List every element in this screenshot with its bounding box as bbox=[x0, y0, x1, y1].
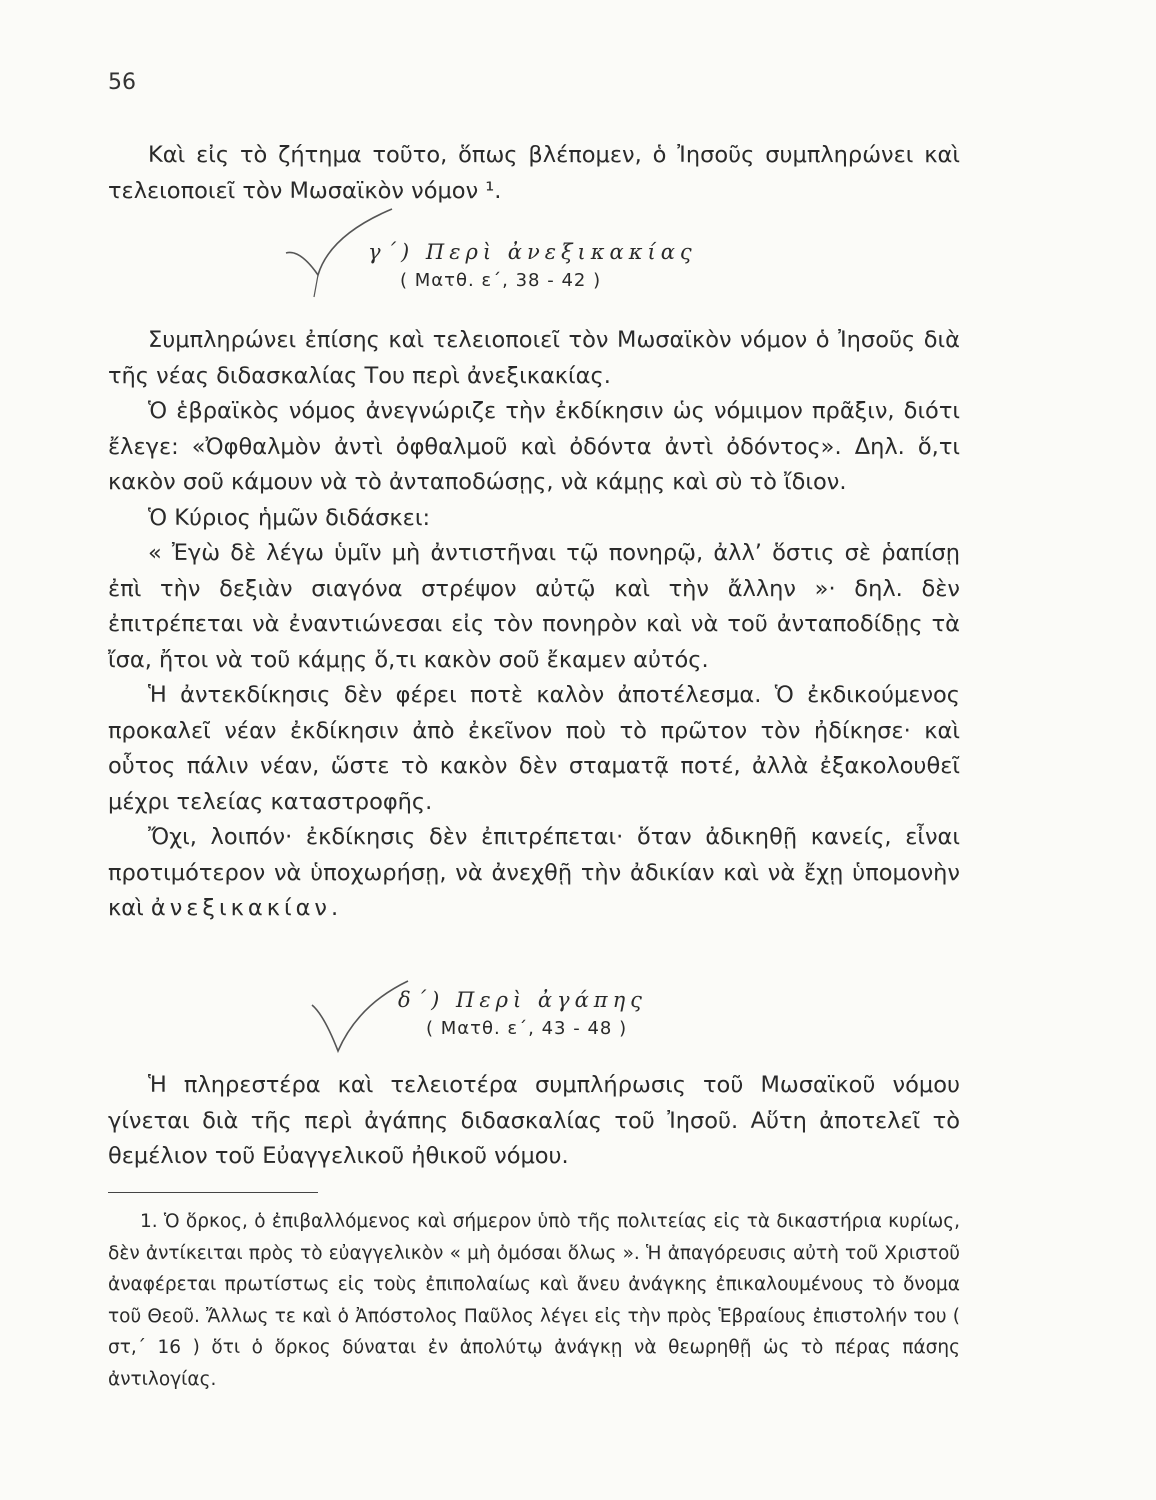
section-g-title: γ΄) Περὶ ἀνεξικακίας bbox=[368, 240, 697, 264]
section-g-reference: ( Ματθ. ε΄, 38 - 42 ) bbox=[400, 270, 602, 291]
section-g-body bbox=[108, 323, 960, 927]
paragraph: Ἡ πληρεστέρα καὶ τελειοτέρα συμπλήρωσις τοῦ Μωσαϊκοῦ νόμου γίνεται διὰ τῆς περὶ ἀγάπης διδασκαλίας τοῦ Ἰησοῦ. Αὕτη ἀποτελεῖ τὸ θεμέλιον τοῦ Εὐαγγελικοῦ ἠθικοῦ νόμου. bbox=[108, 1072, 960, 1169]
section-d-title: δ΄) Περὶ ἀγάπης bbox=[398, 988, 647, 1012]
paragraph: Συμπληρώνει ἐπίσης καὶ τελειοποιεῖ τὸν Μωσαϊκὸν νόμον ὁ Ἰησοῦς διὰ τῆς νέας διδασκαλίας Του περὶ ἀνεξικακίας. bbox=[108, 327, 960, 389]
intro-paragraph bbox=[108, 138, 960, 209]
paragraph: Ὁ ἑβραϊκὸς νόμος ἀνεγνώριζε τὴν ἐκδίκησιν ὡς νόμιμον πρᾶξιν, διότι ἔλεγε: «Ὀφθαλμὸν ἀντὶ ὀφθαλμοῦ καὶ ὀδόντα ἀντὶ ὀδόντος». Δηλ. ὅ,τι κακὸν σοῦ κάμουν νὰ τὸ ἀνταποδώσῃς, νὰ κάμῃς καὶ σὺ τὸ ἴδιον. bbox=[108, 398, 960, 495]
emphasis-word: ἀνεξικακίαν. bbox=[150, 895, 343, 921]
paragraph bbox=[108, 820, 960, 927]
paragraph: Ὁ Κύριος ἡμῶν διδάσκει: bbox=[148, 504, 431, 531]
footnote bbox=[108, 1206, 960, 1395]
section-g-heading bbox=[368, 240, 697, 291]
page-number: 56 bbox=[108, 70, 136, 95]
footnote-divider bbox=[108, 1192, 318, 1193]
quote-paragraph: « Ἐγὼ δὲ λέγω ὑμῖν μὴ ἀντιστῆναι τῷ πονηρῷ, ἀλλ’ ὅστις σὲ ῥαπίσῃ ἐπὶ τὴν δεξιὰν σιαγόνα στρέψον αὐτῷ καὶ τὴν ἄλλην »· δηλ. δὲν ἐπιτρέπεται νὰ ἐναντιώνεσαι εἰς τὸν πονηρὸν καὶ νὰ τοῦ ἀνταποδίδῃς τὰ ἴσα, ἤτοι νὰ τοῦ κάμῃς ὅ,τι κακὸν σοῦ ἔκαμεν αὐτός. bbox=[108, 540, 960, 673]
section-d-heading bbox=[398, 988, 647, 1039]
section-d-body bbox=[108, 1068, 960, 1175]
section-d-reference: ( Ματθ. ε΄, 43 - 48 ) bbox=[426, 1018, 628, 1039]
footnote-text: 1. Ὁ ὅρκος, ὁ ἐπιβαλλόμενος καὶ σήμερον ὑπὸ τῆς πολιτείας εἰς τὰ δικαστήρια κυρίως, δὲν ἀντίκειται πρὸς τὸ εὐαγγελικὸν « μὴ ὀμόσαι ὅλως ». Ἡ ἀπαγόρευσις αὐτὴ τοῦ Χριστοῦ ἀναφέρεται πρωτίστως εἰς τοὺς ἐπιπολαίως καὶ ἄνευ ἀνάγκης ἐπικαλουμένους τὸ ὄνομα τοῦ Θεοῦ. Ἄλλως τε καὶ ὁ Ἀπόστολος Παῦλος λέγει εἰς τὴν πρὸς Ἑβραίους ἐπιστολήν του ( στ,΄ 16 ) ὅτι ὁ ὅρκος δύναται ἐν ἀπολύτῳ ἀνάγκῃ νὰ θεωρηθῇ ὡς τὸ πέρας πάσης ἀντιλογίας. bbox=[108, 1211, 960, 1390]
paragraph: Ἡ ἀντεκδίκησις δὲν φέρει ποτὲ καλὸν ἀποτέλεσμα. Ὁ ἐκδικούμενος προκαλεῖ νέαν ἐκδίκησιν ἀπὸ ἐκεῖνον ποὺ τὸ πρῶτον τὸν ἠδίκησε· καὶ οὗτος πάλιν νέαν, ὥστε τὸ κακὸν δὲν σταματᾷ ποτέ, ἀλλὰ ἐξακολουθεῖ μέχρι τελείας καταστροφῆς. bbox=[108, 682, 960, 815]
last-paragraph-text: Ὄχι, λοιπόν· ἐκδίκησις δὲν ἐπιτρέπεται· ὅταν ἀδικηθῇ κανείς, εἶναι προτιμότερον νὰ ὑποχωρήσῃ, νὰ ἀνεχθῇ τὴν ἀδικίαν καὶ νὰ ἔχῃ ὑπομονὴν καὶ bbox=[108, 824, 960, 921]
intro-text: Καὶ εἰς τὸ ζήτημα τοῦτο, ὅπως βλέπομεν, ὁ Ἰησοῦς συμπληρώνει καὶ τελειοποιεῖ τὸν Μωσαϊκὸν νόμον ¹. bbox=[108, 142, 960, 204]
